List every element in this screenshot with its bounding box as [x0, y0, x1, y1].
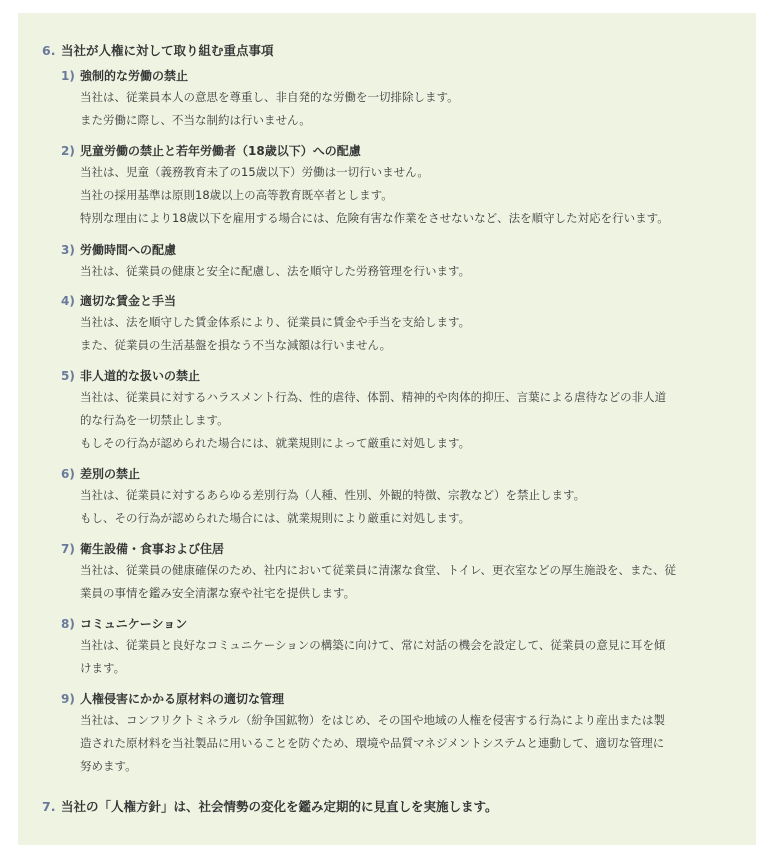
section-number: 7.	[42, 799, 56, 814]
section-number: 6.	[42, 43, 56, 58]
section-6-heading	[42, 41, 274, 59]
item-number: 3)	[61, 243, 75, 257]
item-text-line: もし、その行為が認められた場合には、就業規則により厳重に対処します。	[80, 511, 471, 525]
item-text-line: 的な行為を一切禁止します。	[80, 413, 229, 427]
item-9	[61, 689, 711, 778]
item-number: 5)	[61, 369, 75, 383]
item-text-line: 当社は、従業員本人の意思を尊重し、非自発的な労働を一切排除します。	[80, 90, 459, 104]
section-title: 当社の「人権方針」は、社会情勢の変化を鑑み定期的に見直しを実施します。	[61, 799, 498, 814]
item-text-line: もしその行為が認められた場合には、就業規則によって厳重に対処します。	[80, 436, 471, 450]
item-text-line: 当社は、従業員の健康確保のため、社内において従業員に清潔な食堂、トイレ、更衣室などの厚生施設を、また、従	[80, 563, 677, 577]
item-6	[61, 464, 711, 530]
item-text-line: 業員の事情を鑑み安全清潔な寮や社宅を提供します。	[80, 586, 356, 600]
item-number: 6)	[61, 467, 75, 481]
item-text-line: 当社は、法を順守した賃金体系により、従業員に賃金や手当を支給します。	[80, 315, 471, 329]
item-text-line: 当社は、児童（義務教育未了の15歳以下）労働は一切行いません。	[80, 165, 429, 179]
item-7	[61, 539, 711, 605]
item-text-line: また労働に際し、不当な制約は行いません。	[80, 113, 311, 127]
item-text-line: 当社の採用基準は原則18歳以上の高等教育既卒者とします。	[80, 188, 393, 202]
item-title: 児童労働の禁止と若年労働者（18歳以下）への配慮	[80, 144, 361, 158]
item-number: 4)	[61, 294, 75, 308]
item-number: 7)	[61, 542, 75, 556]
item-text-line: 当社は、従業員に対するあらゆる差別行為（人種、性別、外観的特徴、宗教など）を禁止します。	[80, 488, 586, 502]
item-text-line: 当社は、従業員の健康と安全に配慮し、法を順守した労務管理を行います。	[80, 264, 471, 278]
item-1	[61, 66, 711, 132]
item-text-line: 当社は、従業員に対するハラスメント行為、性的虐待、体罰、精神的や肉体的抑圧、言葉による虐待などの非人道	[80, 390, 667, 404]
item-title: 人権侵害にかかる原材料の適切な管理	[80, 692, 285, 706]
item-number: 9)	[61, 692, 75, 706]
item-text-line: けます。	[80, 661, 126, 675]
item-text-line: また、従業員の生活基盤を損なう不当な減額は行いません。	[80, 338, 392, 352]
item-text-line: 特別な理由により18歳以下を雇用する場合には、危険有害な作業をさせないなど、法を順守した対応を行います。	[80, 211, 669, 225]
item-number: 2)	[61, 144, 75, 158]
item-2	[61, 141, 711, 230]
item-number: 8)	[61, 617, 75, 631]
item-title: 労働時間への配慮	[80, 243, 177, 257]
item-5	[61, 366, 711, 455]
item-title: コミュニケーション	[80, 617, 188, 631]
item-8	[61, 614, 711, 680]
item-4	[61, 291, 711, 357]
item-3	[61, 240, 711, 283]
item-title: 差別の禁止	[80, 467, 141, 481]
section-title: 当社が人権に対して取り組む重点事項	[61, 43, 274, 58]
item-number: 1)	[61, 69, 75, 83]
item-text-line: 造された原材料を当社製品に用いることを防ぐため、環境や品質マネジメントシステムと連動して、適切な管理に	[80, 736, 665, 750]
item-title: 適切な賃金と手当	[80, 294, 177, 308]
item-text-line: 当社は、従業員と良好なコミュニケーションの構築に向けて、常に対話の機会を設定して、従業員の意見に耳を傾	[80, 638, 666, 652]
item-title: 衛生設備・食事および住居	[80, 542, 225, 556]
item-text-line: 努めます。	[80, 759, 137, 773]
item-text-line: 当社は、コンフリクトミネラル（紛争国鉱物）をはじめ、その国や地域の人権を侵害する行為により産出または製	[80, 713, 665, 727]
item-title: 非人道的な扱いの禁止	[80, 369, 201, 383]
item-title: 強制的な労働の禁止	[80, 69, 189, 83]
section-7-heading	[42, 797, 498, 815]
